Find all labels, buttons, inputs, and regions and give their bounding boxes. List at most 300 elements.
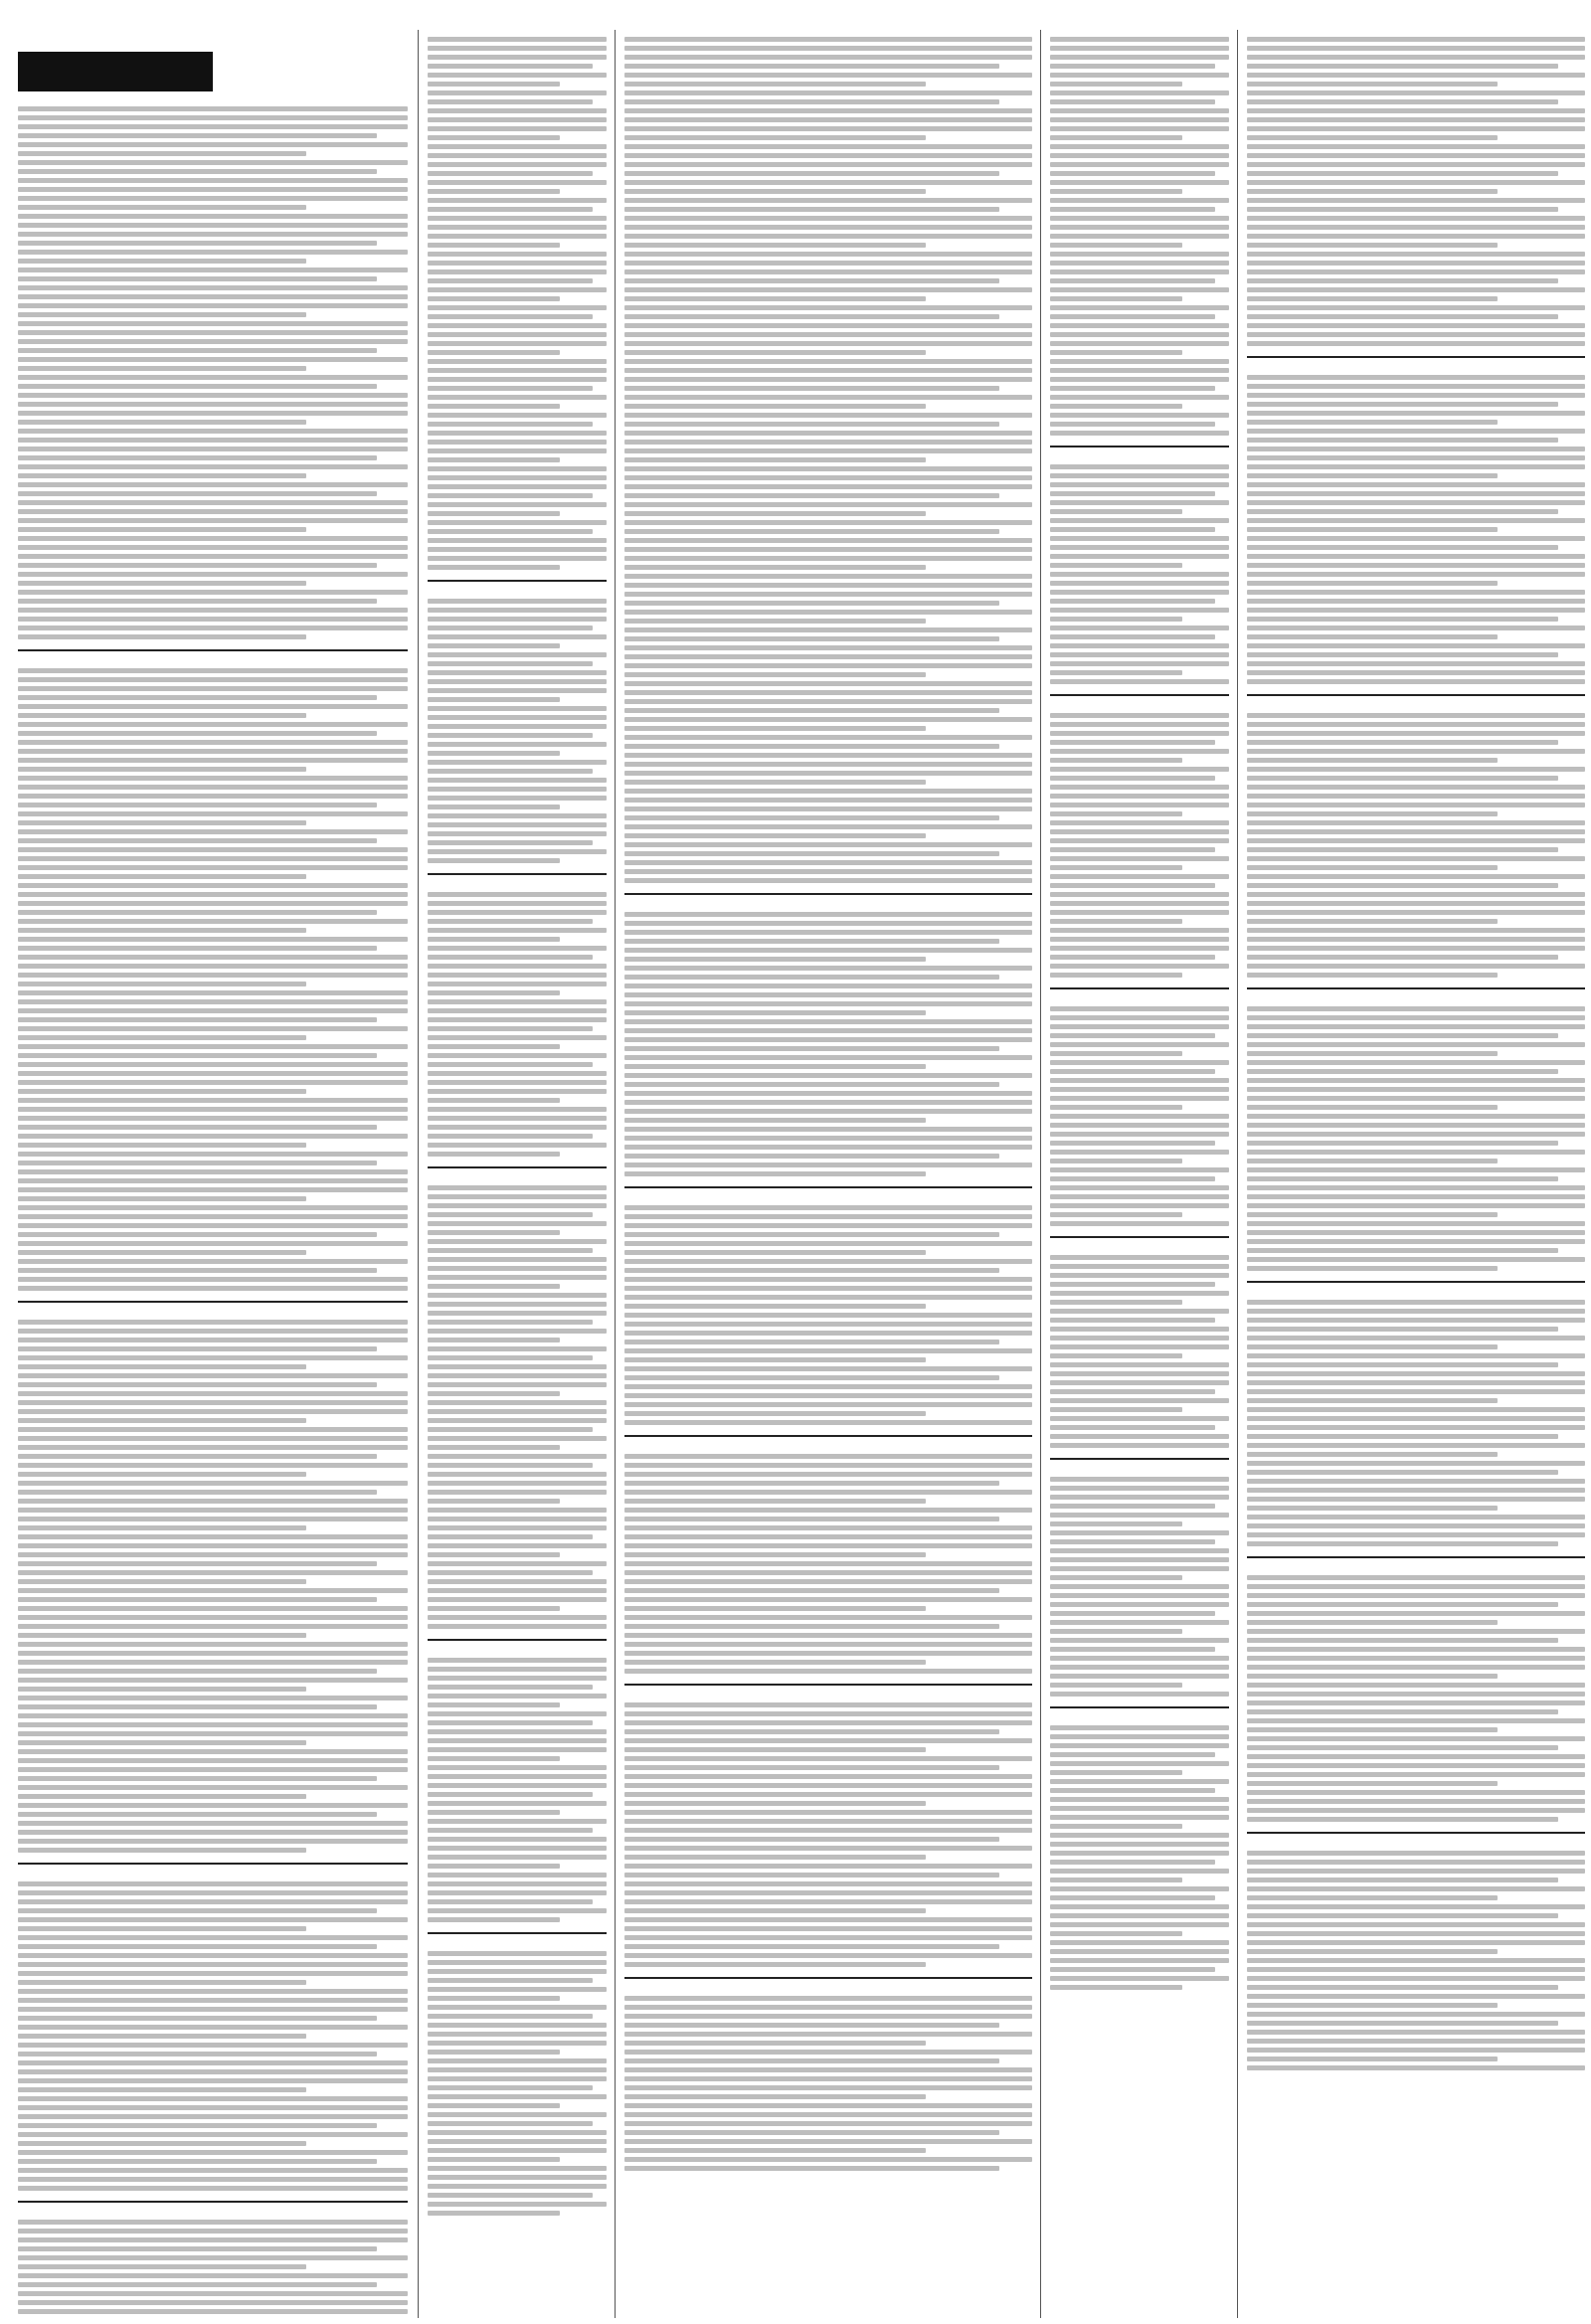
text-line-placeholder	[428, 502, 607, 507]
text-line-placeholder	[1247, 252, 1585, 257]
text-line-placeholder	[1247, 1470, 1558, 1475]
text-line-placeholder	[18, 1053, 377, 1058]
text-line-placeholder	[428, 1125, 607, 1130]
text-line-placeholder	[1050, 874, 1229, 879]
story-body	[18, 104, 408, 639]
text-line-placeholder	[624, 726, 926, 731]
text-line-placeholder	[624, 1259, 1032, 1264]
text-line-placeholder	[18, 2150, 408, 2155]
text-line-placeholder	[18, 133, 377, 138]
text-line-placeholder	[1247, 1940, 1585, 1945]
text-line-placeholder	[624, 368, 1032, 373]
text-line-placeholder	[624, 2076, 1032, 2081]
text-line-placeholder	[428, 1783, 607, 1788]
text-line-placeholder	[18, 1944, 377, 1949]
text-line-placeholder	[18, 1071, 408, 1076]
text-line-placeholder	[1050, 64, 1215, 69]
text-line-placeholder	[428, 2041, 607, 2046]
text-line-placeholder	[1050, 1024, 1229, 1029]
text-line-placeholder	[18, 2186, 408, 2191]
text-line-placeholder	[428, 1899, 593, 1904]
text-line-placeholder	[624, 1552, 926, 1557]
text-line-placeholder	[624, 1508, 1032, 1513]
text-line-placeholder	[1247, 1114, 1585, 1119]
text-line-placeholder	[18, 2123, 377, 2128]
text-line-placeholder	[1247, 1584, 1585, 1589]
story-body	[1247, 373, 1585, 684]
text-line-placeholder	[1247, 1700, 1585, 1705]
text-line-placeholder	[428, 1284, 560, 1289]
text-line-placeholder	[18, 1597, 377, 1602]
text-line-placeholder	[1247, 269, 1585, 274]
text-line-placeholder	[624, 1082, 999, 1087]
text-line-placeholder	[624, 1454, 1032, 1459]
text-line-placeholder	[1247, 713, 1585, 718]
text-line-placeholder	[1247, 1060, 1585, 1065]
text-line-placeholder	[624, 645, 1032, 650]
text-line-placeholder	[18, 2229, 408, 2234]
text-line-placeholder	[624, 1490, 1032, 1495]
text-line-placeholder	[1247, 536, 1585, 541]
text-line-placeholder	[428, 1427, 593, 1432]
text-line-placeholder	[1050, 1656, 1229, 1661]
text-line-placeholder	[428, 822, 607, 827]
text-line-placeholder	[1050, 1486, 1229, 1491]
text-line-placeholder	[428, 350, 560, 355]
text-line-placeholder	[624, 520, 1032, 525]
text-line-placeholder	[1050, 1922, 1229, 1927]
text-line-placeholder	[428, 1624, 607, 1629]
text-line-placeholder	[18, 982, 306, 986]
text-line-placeholder	[428, 1597, 607, 1602]
text-line-placeholder	[1050, 126, 1229, 131]
text-line-placeholder	[1247, 287, 1585, 292]
text-line-placeholder	[1050, 1869, 1229, 1874]
text-line-placeholder	[1050, 554, 1229, 559]
story	[1050, 30, 1229, 436]
text-line-placeholder	[1247, 2039, 1585, 2044]
text-line-placeholder	[624, 869, 1032, 874]
text-line-placeholder	[1050, 1132, 1229, 1137]
text-line-placeholder	[18, 590, 408, 595]
text-line-placeholder	[18, 617, 408, 622]
text-line-placeholder	[428, 1098, 560, 1103]
text-line-placeholder	[1247, 892, 1585, 897]
text-line-placeholder	[18, 910, 377, 915]
text-line-placeholder	[428, 2103, 560, 2108]
text-line-placeholder	[624, 1366, 1032, 1371]
text-line-placeholder	[428, 1667, 607, 1672]
text-line-placeholder	[1247, 1781, 1498, 1786]
story	[18, 2213, 408, 2318]
text-line-placeholder	[1050, 341, 1229, 346]
text-line-placeholder	[624, 663, 1032, 668]
text-line-placeholder	[18, 811, 408, 816]
text-line-placeholder	[1247, 55, 1585, 60]
text-line-placeholder	[1050, 1273, 1229, 1278]
text-line-placeholder	[1247, 314, 1558, 319]
text-line-placeholder	[18, 1953, 408, 1958]
text-line-placeholder	[18, 758, 408, 763]
text-line-placeholder	[624, 574, 1032, 579]
text-line-placeholder	[1050, 722, 1229, 727]
text-line-placeholder	[1247, 420, 1498, 425]
text-line-placeholder	[1050, 305, 1229, 310]
text-line-placeholder	[1247, 1851, 1585, 1856]
text-line-placeholder	[624, 699, 1032, 704]
text-line-placeholder	[1247, 296, 1498, 301]
text-line-placeholder	[1050, 1985, 1182, 1990]
text-line-placeholder	[18, 1143, 306, 1148]
text-line-placeholder	[624, 90, 1032, 95]
text-line-placeholder	[1247, 491, 1585, 496]
text-line-placeholder	[18, 1178, 408, 1183]
story-body	[1247, 1004, 1585, 1271]
text-line-placeholder	[1050, 323, 1229, 328]
text-line-placeholder	[18, 1812, 377, 1817]
text-line-placeholder	[1050, 55, 1229, 60]
text-line-placeholder	[18, 946, 377, 951]
text-line-placeholder	[18, 375, 408, 380]
story	[1247, 368, 1585, 684]
text-line-placeholder	[1050, 1851, 1229, 1856]
text-line-placeholder	[18, 303, 408, 308]
text-line-placeholder	[1247, 856, 1585, 861]
text-line-placeholder	[428, 243, 560, 248]
text-line-placeholder	[1050, 1949, 1229, 1954]
text-line-placeholder	[428, 198, 607, 203]
text-line-placeholder	[18, 178, 408, 183]
text-line-placeholder	[1050, 847, 1215, 852]
text-line-placeholder	[1050, 153, 1229, 158]
text-line-placeholder	[428, 1792, 593, 1797]
text-line-placeholder	[18, 2159, 377, 2164]
text-line-placeholder	[18, 1187, 408, 1192]
text-line-placeholder	[624, 1720, 1032, 1725]
text-line-placeholder	[1050, 1371, 1229, 1376]
text-line-placeholder	[1050, 1674, 1229, 1679]
text-line-placeholder	[1050, 1425, 1215, 1430]
text-line-placeholder	[18, 2096, 408, 2101]
text-line-placeholder	[1050, 1282, 1215, 1287]
text-line-placeholder	[18, 1445, 408, 1450]
text-line-placeholder	[1247, 1230, 1585, 1235]
text-line-placeholder	[18, 1382, 377, 1387]
text-line-placeholder	[18, 2282, 377, 2287]
text-line-placeholder	[428, 1364, 607, 1369]
text-line-placeholder	[1247, 1212, 1498, 1217]
text-line-placeholder	[1050, 518, 1229, 523]
text-line-placeholder	[624, 1384, 1032, 1389]
text-line-placeholder	[18, 1026, 408, 1031]
story-divider	[428, 1166, 607, 1168]
text-line-placeholder	[18, 740, 408, 745]
text-line-placeholder	[624, 493, 999, 498]
text-line-placeholder	[1247, 1488, 1585, 1493]
text-line-placeholder	[18, 2034, 306, 2039]
story	[1050, 1248, 1229, 1448]
text-line-placeholder	[428, 1499, 560, 1504]
text-line-placeholder	[624, 966, 1032, 971]
text-line-placeholder	[1247, 2065, 1585, 2070]
text-line-placeholder	[1050, 464, 1229, 469]
text-line-placeholder	[1247, 1754, 1585, 1759]
text-line-placeholder	[624, 1118, 926, 1123]
text-line-placeholder	[428, 1864, 560, 1869]
text-line-placeholder	[1247, 1167, 1585, 1172]
text-line-placeholder	[1050, 626, 1229, 630]
text-line-placeholder	[428, 135, 560, 140]
text-line-placeholder	[1050, 955, 1215, 960]
text-line-placeholder	[1247, 305, 1585, 310]
text-line-placeholder	[1247, 749, 1585, 754]
text-line-placeholder	[18, 1320, 408, 1325]
text-line-placeholder	[1247, 847, 1558, 852]
text-line-placeholder	[1050, 1683, 1182, 1688]
text-line-placeholder	[18, 2141, 306, 2146]
text-line-placeholder	[1050, 1096, 1229, 1101]
text-line-placeholder	[624, 2112, 1032, 2117]
text-line-placeholder	[428, 2130, 607, 2135]
text-line-placeholder	[624, 1615, 1032, 1620]
text-line-placeholder	[428, 314, 593, 319]
text-line-placeholder	[18, 1899, 408, 1904]
text-line-placeholder	[1247, 1087, 1585, 1092]
text-line-placeholder	[624, 912, 1032, 917]
text-line-placeholder	[624, 1881, 1032, 1886]
text-line-placeholder	[18, 1642, 408, 1647]
text-line-placeholder	[428, 323, 607, 328]
text-line-placeholder	[1050, 1194, 1229, 1199]
text-line-placeholder	[18, 1241, 408, 1246]
text-line-placeholder	[18, 1116, 408, 1121]
text-line-placeholder	[1247, 384, 1585, 389]
text-line-placeholder	[428, 2058, 607, 2063]
text-line-placeholder	[18, 2273, 408, 2278]
text-line-placeholder	[428, 2157, 560, 2162]
text-line-placeholder	[428, 1026, 593, 1031]
text-line-placeholder	[1247, 554, 1585, 559]
text-line-placeholder	[1247, 910, 1585, 915]
text-line-placeholder	[428, 1996, 560, 2001]
text-line-placeholder	[18, 1481, 408, 1486]
text-line-placeholder	[428, 1436, 607, 1441]
text-line-placeholder	[624, 2121, 1032, 2126]
text-line-placeholder	[1247, 1683, 1585, 1688]
text-line-placeholder	[428, 1212, 593, 1217]
text-line-placeholder	[428, 1044, 560, 1049]
text-line-placeholder	[1247, 919, 1498, 924]
text-line-placeholder	[428, 1391, 560, 1396]
text-line-placeholder	[1050, 1221, 1229, 1226]
text-line-placeholder	[624, 1711, 1032, 1716]
text-line-placeholder	[1050, 572, 1229, 577]
text-line-placeholder	[1247, 375, 1585, 380]
text-line-placeholder	[428, 1203, 607, 1208]
text-line-placeholder	[1247, 608, 1585, 613]
text-line-placeholder	[18, 928, 306, 933]
text-line-placeholder	[428, 1346, 607, 1351]
text-line-placeholder	[624, 2139, 1032, 2144]
story-body	[1050, 1253, 1229, 1448]
text-line-placeholder	[624, 466, 1032, 471]
text-line-placeholder	[624, 921, 1032, 926]
text-line-placeholder	[1247, 1221, 1585, 1226]
text-line-placeholder	[18, 1277, 408, 1282]
story-body	[624, 1452, 1032, 1674]
text-line-placeholder	[18, 1338, 408, 1342]
text-line-placeholder	[1247, 634, 1498, 639]
text-line-placeholder	[18, 232, 408, 237]
text-line-placeholder	[1050, 314, 1215, 319]
text-line-placeholder	[1247, 563, 1585, 568]
text-line-placeholder	[1247, 447, 1585, 451]
text-line-placeholder	[1247, 937, 1585, 942]
text-line-placeholder	[624, 771, 1032, 776]
text-line-placeholder	[18, 581, 306, 586]
text-line-placeholder	[428, 1062, 593, 1067]
text-line-placeholder	[624, 1295, 1032, 1300]
text-line-placeholder	[428, 901, 607, 906]
text-line-placeholder	[624, 939, 999, 944]
text-line-placeholder	[624, 753, 1032, 758]
story-divider	[1050, 446, 1229, 447]
text-line-placeholder	[428, 2139, 607, 2144]
text-line-placeholder	[428, 395, 607, 400]
text-line-placeholder	[18, 1881, 408, 1886]
text-line-placeholder	[1247, 722, 1585, 727]
text-line-placeholder	[1050, 1051, 1182, 1056]
text-line-placeholder	[624, 1729, 999, 1734]
text-line-placeholder	[428, 556, 607, 561]
text-line-placeholder	[624, 1926, 1032, 1931]
text-line-placeholder	[624, 1651, 1032, 1656]
text-line-placeholder	[18, 1125, 377, 1130]
text-line-placeholder	[624, 386, 999, 391]
text-line-placeholder	[1247, 1425, 1585, 1430]
text-line-placeholder	[1247, 1051, 1498, 1056]
text-line-placeholder	[1050, 1575, 1182, 1580]
story	[1050, 1470, 1229, 1697]
text-line-placeholder	[428, 1257, 607, 1262]
text-line-placeholder	[624, 1810, 1032, 1815]
text-line-placeholder	[428, 1454, 607, 1459]
text-line-placeholder	[1050, 1477, 1229, 1482]
story-body	[428, 890, 607, 1157]
text-line-placeholder	[428, 466, 607, 471]
text-line-placeholder	[1247, 82, 1498, 87]
text-line-placeholder	[1050, 1779, 1229, 1784]
text-line-placeholder	[624, 1055, 1032, 1060]
text-line-placeholder	[428, 973, 607, 978]
story	[1050, 706, 1229, 978]
text-line-placeholder	[624, 1642, 1032, 1647]
text-line-placeholder	[624, 225, 1032, 230]
text-line-placeholder	[428, 1561, 607, 1566]
story-body	[1247, 1573, 1585, 1822]
text-line-placeholder	[428, 1720, 593, 1725]
text-line-placeholder	[624, 1286, 1032, 1291]
text-line-placeholder	[1050, 1692, 1229, 1697]
text-line-placeholder	[624, 1420, 1032, 1425]
text-line-placeholder	[1050, 1176, 1215, 1181]
text-line-placeholder	[624, 305, 1032, 310]
text-line-placeholder	[428, 982, 607, 986]
text-line-placeholder	[624, 1127, 1032, 1132]
text-line-placeholder	[18, 1517, 408, 1521]
text-line-placeholder	[1247, 473, 1498, 478]
text-line-placeholder	[624, 1846, 1032, 1851]
text-line-placeholder	[1050, 287, 1229, 292]
text-line-placeholder	[624, 2023, 999, 2028]
text-line-placeholder	[1247, 617, 1558, 622]
text-line-placeholder	[1050, 1931, 1182, 1936]
text-line-placeholder	[18, 1391, 408, 1396]
text-line-placeholder	[1247, 572, 1585, 577]
text-line-placeholder	[1050, 1087, 1229, 1092]
text-line-placeholder	[1050, 1300, 1182, 1305]
text-line-placeholder	[624, 1837, 999, 1842]
text-line-placeholder	[1050, 811, 1182, 816]
text-line-placeholder	[18, 1508, 408, 1513]
text-line-placeholder	[1050, 865, 1182, 870]
text-line-placeholder	[428, 1606, 560, 1611]
text-line-placeholder	[18, 856, 408, 861]
text-line-placeholder	[18, 1696, 408, 1700]
text-line-placeholder	[18, 2052, 377, 2056]
story	[428, 885, 607, 1157]
text-line-placeholder	[1247, 1024, 1585, 1029]
story-body	[18, 666, 408, 1291]
text-line-placeholder	[624, 1534, 1032, 1539]
text-line-placeholder	[1247, 500, 1585, 505]
story-divider	[18, 1863, 408, 1865]
text-line-placeholder	[624, 1953, 1032, 1958]
text-line-placeholder	[1050, 545, 1229, 550]
story	[1247, 30, 1585, 346]
text-line-placeholder	[18, 473, 306, 478]
text-line-placeholder	[1247, 679, 1585, 684]
text-line-placeholder	[624, 261, 1032, 266]
text-line-placeholder	[1050, 473, 1229, 478]
text-line-placeholder	[624, 1624, 999, 1629]
text-line-placeholder	[428, 37, 607, 42]
text-line-placeholder	[624, 1873, 999, 1877]
text-line-placeholder	[428, 484, 607, 489]
text-line-placeholder	[1247, 1380, 1585, 1385]
text-line-placeholder	[428, 1711, 607, 1716]
text-line-placeholder	[624, 636, 999, 641]
text-line-placeholder	[1050, 1976, 1229, 1981]
text-line-placeholder	[624, 135, 926, 140]
text-line-placeholder	[1050, 171, 1215, 176]
text-line-placeholder	[624, 2050, 1032, 2055]
text-line-placeholder	[624, 601, 999, 606]
text-line-placeholder	[428, 1230, 560, 1235]
text-line-placeholder	[624, 1375, 999, 1380]
text-line-placeholder	[428, 2076, 607, 2081]
text-line-placeholder	[1050, 99, 1215, 104]
story	[18, 1875, 408, 2191]
text-line-placeholder	[18, 1035, 306, 1040]
text-line-placeholder	[624, 860, 1032, 865]
text-line-placeholder	[1247, 1015, 1585, 1020]
text-line-placeholder	[428, 1017, 607, 1022]
text-line-placeholder	[18, 1490, 377, 1495]
text-line-placeholder	[624, 484, 1032, 489]
text-line-placeholder	[428, 2023, 607, 2028]
text-line-placeholder	[18, 1989, 408, 1994]
